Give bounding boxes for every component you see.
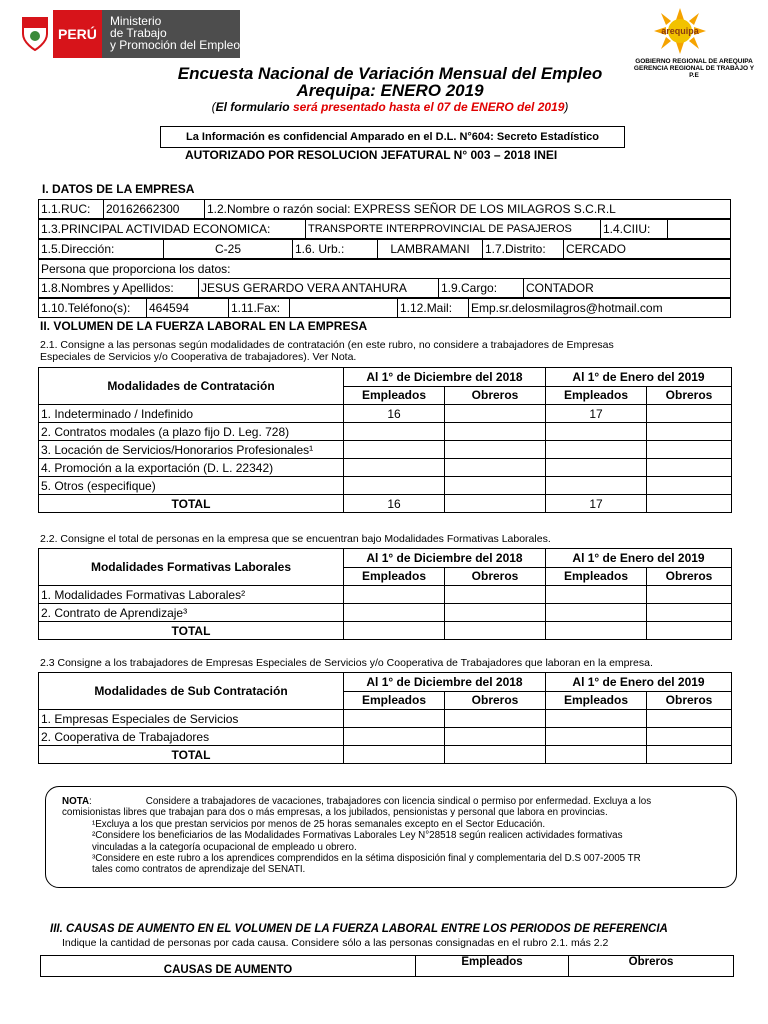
t3-col-emp1: Empleados	[344, 691, 445, 710]
cell-input[interactable]	[546, 710, 647, 728]
total-cell	[546, 622, 647, 640]
note-text: NOTA: Considere a trabajadores de vacaciones, trabajadores con licencia sindical o permiso por enfermedad. Excluya a los comisionistas libres que trabajan para dos o más empresas, a los jubilados, pensionistas y personal que labora en provincias. ¹Excluya a los que prestan servicios por menos de 25 horas semanales excepto en el Sector Educación. ²Considere los beneficiarios de las Modalidades Formativas Laborales Ley N°28518 según realicen actividades formativas vinculadas a la categoría ocupacional de empleado u obrero. ³Considere en este rubro a los aprendices comprendidos en la sétima disposición final y complementaria del D.S 007-2005 TR tales como contratos de aprendizaje del SENATI.	[62, 796, 652, 876]
district-field[interactable]: CERCADO	[564, 240, 731, 259]
cell-input[interactable]	[546, 477, 647, 495]
q23-instruction: 2.3 Consigne a los trabajadores de Empresas Especiales de Servicios y/o Cooperativa de Trabajadores que laboran en la empresa.	[40, 657, 653, 669]
row-label: 2. Contratos modales (a plazo fijo D. Leg. 728)	[39, 423, 344, 441]
table-row	[39, 405, 732, 423]
address-row	[38, 239, 731, 259]
fullname-field[interactable]: JESUS GERARDO VERA ANTAHURA	[199, 279, 439, 298]
fax-label: 1.11.Fax:	[229, 299, 290, 318]
cell-input[interactable]	[344, 441, 445, 459]
cell-input[interactable]	[546, 604, 647, 622]
phone-field[interactable]: 464594	[147, 299, 229, 318]
t3-col-emp2: Empleados	[546, 691, 647, 710]
total-cell	[546, 746, 647, 764]
cell-input[interactable]	[344, 459, 445, 477]
total-row	[39, 746, 732, 764]
row-label: 1. Empresas Especiales de Servicios	[39, 710, 344, 728]
cell-input[interactable]	[546, 586, 647, 604]
cell-input[interactable]	[647, 728, 732, 746]
cell-input[interactable]	[647, 441, 732, 459]
t1-period2: Al 1° de Enero del 2019	[546, 368, 732, 387]
table-row	[39, 604, 732, 622]
cell-input[interactable]: 17	[546, 405, 647, 423]
deadline-note: (El formulario será presentado hasta el 07 de ENERO del 2019)	[211, 100, 569, 114]
row-label: 1. Indeterminado / Indefinido	[39, 405, 344, 423]
t2-col-emp2: Empleados	[546, 567, 647, 586]
t3-period2: Al 1° de Enero del 2019	[546, 673, 732, 692]
cell-input[interactable]	[647, 586, 732, 604]
survey-title: Encuesta Nacional de Variación Mensual del Empleo	[177, 64, 603, 83]
cell-input[interactable]	[647, 423, 732, 441]
total-cell	[445, 495, 546, 513]
increase-causes-table	[40, 955, 734, 977]
t2-col-obr1: Obreros	[445, 567, 546, 586]
t1-col-obr1: Obreros	[445, 386, 546, 405]
cell-input[interactable]	[647, 405, 732, 423]
total-cell: 17	[546, 495, 647, 513]
row-label: 5. Otros (especifique)	[39, 477, 344, 495]
total-cell	[647, 622, 732, 640]
t2-period2: Al 1° de Enero del 2019	[546, 549, 732, 568]
address-label: 1.5.Dirección:	[39, 240, 164, 259]
section3-instruction: Indique la cantidad de personas por cada causa. Considere sólo a las personas consignadas en el rubro 2.1. más 2.2	[62, 937, 609, 949]
role-label: 1.9.Cargo:	[439, 279, 524, 298]
peru-shield-icon	[18, 10, 53, 58]
section2-title: II. VOLUMEN DE LA FUERZA LABORAL EN LA EMPRESA	[40, 319, 368, 333]
urb-field[interactable]: LAMBRAMANI	[378, 240, 483, 259]
cell-input[interactable]	[546, 423, 647, 441]
t1-period1: Al 1° de Diciembre del 2018	[344, 368, 546, 387]
cell-input[interactable]	[445, 604, 546, 622]
t1-header: Modalidades de Contratación	[39, 368, 344, 405]
row-label: 2. Cooperativa de Trabajadores	[39, 728, 344, 746]
fullname-label: 1.8.Nombres y Apellidos:	[39, 279, 199, 298]
cell-input[interactable]: 16	[344, 405, 445, 423]
row-label: 2. Contrato de Aprendizaje³	[39, 604, 344, 622]
cell-input[interactable]	[445, 477, 546, 495]
t3-col-obr1: Obreros	[445, 691, 546, 710]
cell-input[interactable]	[647, 459, 732, 477]
section1-title: I. DATOS DE LA EMPRESA	[42, 182, 195, 196]
formative-modalities-table	[38, 548, 732, 640]
total-cell: 16	[344, 495, 445, 513]
table-row	[39, 423, 732, 441]
cell-input[interactable]	[546, 441, 647, 459]
cell-input[interactable]	[647, 604, 732, 622]
table-row	[39, 710, 732, 728]
urb-label: 1.6. Urb.:	[293, 240, 378, 259]
regional-government: GOBIERNO REGIONAL DE AREQUIPA GERENCIA REGIONAL DE TRABAJO Y P.E	[633, 58, 755, 79]
section3-title: III. CAUSAS DE AUMENTO EN EL VOLUMEN DE LA FUERZA LABORAL ENTRE LOS PERIODOS DE REFERENCIA	[50, 923, 668, 935]
total-cell	[445, 746, 546, 764]
ruc-field[interactable]: 20162662300	[104, 200, 205, 219]
cell-input[interactable]	[344, 710, 445, 728]
ciiu-field[interactable]	[668, 220, 731, 239]
cell-input[interactable]	[445, 405, 546, 423]
cell-input[interactable]	[344, 586, 445, 604]
region-logo-text: arequipa	[661, 26, 699, 36]
arequipa-sun-logo	[650, 6, 710, 56]
total-label: TOTAL	[39, 746, 344, 764]
t2-header: Modalidades Formativas Laborales	[39, 549, 344, 586]
row-label: 1. Modalidades Formativas Laborales²	[39, 586, 344, 604]
ciiu-label: 1.4.CIIU:	[601, 220, 668, 239]
causes-col-emp: Empleados	[416, 956, 569, 977]
confidentiality-box: La Información es confidencial Amparado en el D.L. N°604: Secreto Estadístico	[160, 126, 625, 148]
activity-row	[38, 219, 731, 239]
causes-header: CAUSAS DE AUMENTO	[41, 956, 416, 977]
activity-label: 1.3.PRINCIPAL ACTIVIDAD ECONOMICA:	[39, 220, 306, 239]
t1-col-obr2: Obreros	[647, 386, 732, 405]
row-label: 3. Locación de Servicios/Honorarios Profesionales¹	[39, 441, 344, 459]
fullname-row	[38, 278, 731, 298]
table-row	[39, 477, 732, 495]
address-field[interactable]: C-25	[164, 240, 293, 259]
cell-input[interactable]	[445, 710, 546, 728]
cell-input[interactable]	[344, 604, 445, 622]
total-cell	[647, 746, 732, 764]
q22-instruction: 2.2. Consigne el total de personas en la empresa que se encuentran bajo Modalidades Formativas Laborales.	[40, 533, 551, 545]
activity-field[interactable]: TRANSPORTE INTERPROVINCIAL DE PASAJEROS	[306, 220, 601, 239]
survey-subtitle: Arequipa: ENERO 2019	[296, 81, 484, 100]
table-row	[39, 459, 732, 477]
role-field[interactable]: CONTADOR	[524, 279, 731, 298]
logo-ministry-text: Ministerio de Trabajo y Promoción del Empleo	[102, 10, 240, 58]
ruc-label: 1.1.RUC:	[39, 200, 104, 219]
cell-input[interactable]	[445, 586, 546, 604]
cell-input[interactable]	[546, 459, 647, 477]
authorization-line: AUTORIZADO POR RESOLUCION JEFATURAL N° 003 – 2018 INEI	[185, 148, 558, 162]
causes-col-obr: Obreros	[569, 956, 734, 977]
company-name-field[interactable]: 1.2.Nombre o razón social: EXPRESS SEÑOR DE LOS MILAGROS S.C.R.L	[205, 200, 731, 219]
table-row	[39, 586, 732, 604]
t3-col-obr2: Obreros	[647, 691, 732, 710]
total-cell	[445, 622, 546, 640]
cell-input[interactable]	[647, 477, 732, 495]
total-cell	[344, 622, 445, 640]
mail-field[interactable]: Emp.sr.delosmilagros@hotmail.com	[469, 299, 731, 318]
person-row	[38, 259, 731, 279]
total-label: TOTAL	[39, 622, 344, 640]
table-row	[39, 441, 732, 459]
district-label: 1.7.Distrito:	[483, 240, 564, 259]
total-cell	[344, 746, 445, 764]
fax-field[interactable]	[290, 299, 398, 318]
total-label: TOTAL	[39, 495, 344, 513]
t3-header: Modalidades de Sub Contratación	[39, 673, 344, 710]
peru-ministry-logo	[18, 10, 240, 58]
q21-instruction: 2.1. Consigne a las personas según modalidades de contratación (en este rubro, no considere a trabajadores de Empresas Especiales de Servicios y/o Cooperativa de trabajadores). Ver Nota.	[40, 339, 614, 363]
t2-col-obr2: Obreros	[647, 567, 732, 586]
cell-input[interactable]	[344, 477, 445, 495]
row-label: 4. Promoción a la exportación (D. L. 22342)	[39, 459, 344, 477]
t1-col-emp1: Empleados	[344, 386, 445, 405]
cell-input[interactable]	[344, 728, 445, 746]
cell-input[interactable]	[647, 710, 732, 728]
phone-label: 1.10.Teléfono(s):	[39, 299, 147, 318]
cell-input[interactable]	[546, 728, 647, 746]
contact-row	[38, 298, 731, 318]
t2-period1: Al 1° de Diciembre del 2018	[344, 549, 546, 568]
cell-input[interactable]	[445, 441, 546, 459]
t1-col-emp2: Empleados	[546, 386, 647, 405]
mail-label: 1.12.Mail:	[398, 299, 469, 318]
t2-col-emp1: Empleados	[344, 567, 445, 586]
subcontract-modalities-table	[38, 672, 732, 764]
table-row	[39, 728, 732, 746]
contract-modalities-table	[38, 367, 732, 513]
cell-input[interactable]	[445, 728, 546, 746]
cell-input[interactable]	[445, 423, 546, 441]
total-row	[39, 622, 732, 640]
cell-input[interactable]	[445, 459, 546, 477]
total-row	[39, 495, 732, 513]
total-cell	[647, 495, 732, 513]
t3-period1: Al 1° de Diciembre del 2018	[344, 673, 546, 692]
person-label: Persona que proporciona los datos:	[39, 260, 731, 279]
company-data-table	[38, 199, 731, 219]
cell-input[interactable]	[344, 423, 445, 441]
logo-country: PERÚ	[53, 10, 102, 58]
